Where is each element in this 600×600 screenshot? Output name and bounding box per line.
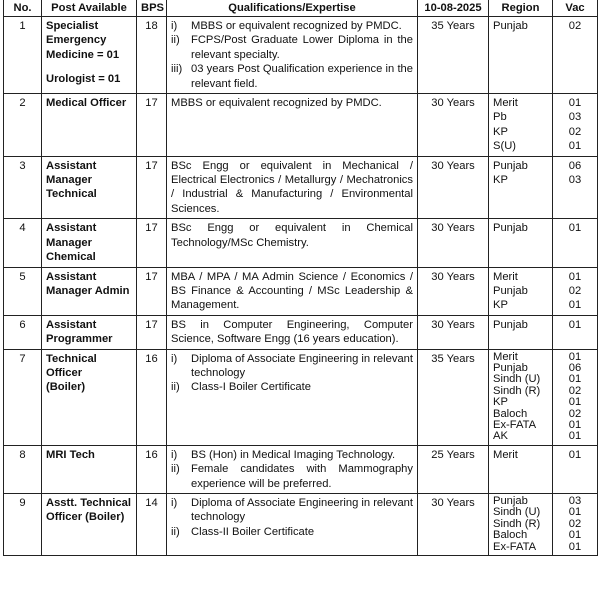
vacancy-list <box>553 315 598 349</box>
age-limit: 30 Years <box>418 494 489 556</box>
qualification-item <box>171 462 413 491</box>
table-row <box>4 349 598 445</box>
province-item: Baloch <box>493 407 528 420</box>
age-limit: 30 Years <box>418 315 489 349</box>
province-item: KP <box>493 125 508 138</box>
post-name-line: Urologist = 01 <box>46 73 121 86</box>
post-name <box>42 494 137 556</box>
vacancy-count: 06 <box>568 159 582 172</box>
post-name <box>42 349 137 445</box>
post-name-line: Medical Officer <box>46 97 127 110</box>
qualification-item <box>171 352 413 381</box>
post-name-line <box>46 62 132 72</box>
table-row <box>4 315 598 349</box>
province-list <box>489 494 553 556</box>
qualification-number: ii) <box>171 381 180 394</box>
vacancy-count: 03 <box>568 111 582 124</box>
table-row <box>4 494 598 556</box>
vacancy-count: 01 <box>568 396 582 409</box>
vacancy-count: 01 <box>568 448 582 461</box>
province-item: Punjab <box>493 222 528 235</box>
vacancy-list <box>553 267 598 315</box>
post-name-line: Manager <box>46 174 93 187</box>
post-name-line: Assistant <box>46 222 97 235</box>
province-item: KP <box>493 174 508 187</box>
vacancy-count: 01 <box>568 97 582 110</box>
qualification-item <box>171 525 413 539</box>
header-province: Region <box>489 0 553 17</box>
vacancy-count: 02 <box>568 20 582 32</box>
post-name <box>42 156 137 219</box>
vacancy-count: 01 <box>568 540 582 553</box>
bps-grade: 17 <box>137 156 167 219</box>
qualification-text: Class-I Boiler Certificate <box>191 381 311 394</box>
vacancy-count: 01 <box>568 373 582 386</box>
qualification-number: ii) <box>171 525 180 538</box>
province-item: AK <box>493 430 508 443</box>
province-list <box>489 219 553 267</box>
table-row <box>4 17 598 94</box>
province-list <box>489 349 553 445</box>
qualifications <box>167 17 418 94</box>
post-name <box>42 267 137 315</box>
age-limit: 35 Years <box>418 349 489 445</box>
qualification-item <box>171 496 413 525</box>
post-name <box>42 445 137 493</box>
header-bps: BPS <box>137 0 167 17</box>
province-item: Sindh (U) <box>493 506 541 519</box>
qualification-text: Female candidates with Mammography experience will be preferred. <box>191 463 413 490</box>
province-item: Punjab <box>493 159 528 172</box>
qualifications <box>167 445 418 493</box>
header-age-limit: 10-08-2025 <box>418 0 489 17</box>
bps-grade: 17 <box>137 267 167 315</box>
qualification-text: MBBS or equivalent recognized by PMDC. <box>191 20 402 32</box>
post-name-line: Emergency <box>46 34 107 47</box>
qualification-number: ii) <box>171 463 180 476</box>
vacancy-count: 03 <box>568 174 582 187</box>
bps-grade: 16 <box>137 445 167 493</box>
table-body <box>4 17 598 556</box>
province-list <box>489 315 553 349</box>
qualifications: MBA / MPA / MA Admin Science / Economics / BS Finance & Accounting / MSc Leadership & Management. <box>167 267 418 315</box>
province-item: KP <box>493 299 508 312</box>
province-item: Merit <box>493 270 518 283</box>
table-row <box>4 156 598 219</box>
province-item: S(U) <box>493 140 516 153</box>
post-name <box>42 17 137 94</box>
sr-number: 8 <box>4 445 42 493</box>
sr-number: 6 <box>4 315 42 349</box>
vacancy-count: 01 <box>568 529 582 542</box>
post-name-line: Medicine = 01 <box>46 48 120 61</box>
province-item: Ex-FATA <box>493 418 537 431</box>
province-item: Punjab <box>493 495 528 507</box>
qualifications: BSc Engg or equivalent in Mechanical / Electrical Electronics / Metallurgy / Mechatronics / Industrial & Manufacturing / Environmental Sciences. <box>167 156 418 219</box>
vacancy-count: 01 <box>568 140 582 153</box>
table-header-row <box>4 0 598 17</box>
age-limit: 30 Years <box>418 219 489 267</box>
vacancy-count: 01 <box>568 318 582 331</box>
post-name-line: Asstt. Technical <box>46 497 131 509</box>
vacancy-count: 01 <box>568 418 582 431</box>
post-name-line: MRI Tech <box>46 448 95 461</box>
vacancy-list <box>553 94 598 157</box>
qualification-number: iii) <box>171 63 183 76</box>
sr-number: 5 <box>4 267 42 315</box>
qualification-item <box>171 33 413 62</box>
header-sr-no: No. <box>4 0 42 17</box>
post-name-line: Specialist <box>46 20 99 32</box>
bps-grade: 17 <box>137 219 167 267</box>
province-item: Merit <box>493 350 518 363</box>
vacancy-table <box>3 0 598 556</box>
province-item: Sindh (R) <box>493 517 541 530</box>
header-post: Post Available <box>42 0 137 17</box>
post-name-line: Technical <box>46 188 97 201</box>
post-name-line: Officer (Boiler) <box>46 511 125 524</box>
qualification-item <box>171 62 413 91</box>
province-item: Punjab <box>493 284 528 297</box>
qualifications: MBBS or equivalent recognized by PMDC. <box>167 94 418 157</box>
qualification-list <box>171 352 413 395</box>
qualification-text: FCPS/Post Graduate Lower Diploma in the relevant specialty. <box>191 34 413 61</box>
province-item: Punjab <box>493 361 528 374</box>
qualification-list <box>171 448 413 491</box>
bps-grade: 18 <box>137 17 167 94</box>
qualifications <box>167 494 418 556</box>
qualifications: BSc Engg or equivalent in Chemical Technology/MSc Chemistry. <box>167 219 418 267</box>
province-item: KP <box>493 396 508 409</box>
qualification-text: Class-II Boiler Certificate <box>191 525 315 538</box>
province-list <box>489 156 553 219</box>
table-row <box>4 94 598 157</box>
vacancy-list <box>553 17 598 94</box>
vacancy-count: 02 <box>568 384 582 397</box>
qualification-item <box>171 19 413 33</box>
vacancy-count: 02 <box>568 517 582 530</box>
qualification-list <box>171 496 413 539</box>
vacancy-list <box>553 156 598 219</box>
province-item: Pb <box>493 111 507 124</box>
bps-grade: 16 <box>137 349 167 445</box>
header-vacancies: Vac <box>553 0 598 17</box>
province-item: Punjab <box>493 318 528 331</box>
vacancy-count: 01 <box>568 270 582 283</box>
qualification-item <box>171 380 413 394</box>
post-name-line: Assistant <box>46 159 97 172</box>
vacancy-count: 02 <box>568 284 582 297</box>
vacancy-list <box>553 219 598 267</box>
post-name-line: Chemical <box>46 251 96 264</box>
post-name-line: Assistant <box>46 318 97 331</box>
vacancy-count: 01 <box>568 350 582 363</box>
province-list <box>489 267 553 315</box>
post-name <box>42 219 137 267</box>
province-list <box>489 94 553 157</box>
post-name-line: Manager <box>46 236 93 249</box>
qualification-number: ii) <box>171 34 180 47</box>
qualification-text: 03 years Post Qualification experience in the relevant field. <box>191 63 413 90</box>
vacancy-count: 01 <box>568 506 582 519</box>
qualification-item <box>171 448 413 462</box>
vacancy-count: 01 <box>568 299 582 312</box>
qualifications: BS in Computer Engineering, Computer Science, Software Engg (16 years education). <box>167 315 418 349</box>
table-row <box>4 267 598 315</box>
qualification-number: i) <box>171 20 178 32</box>
qualification-text: BS (Hon) in Medical Imaging Technology. <box>191 448 396 461</box>
bps-grade: 17 <box>137 94 167 157</box>
age-limit: 30 Years <box>418 267 489 315</box>
vacancy-count: 02 <box>568 407 582 420</box>
province-item: Merit <box>493 448 518 461</box>
province-list <box>489 17 553 94</box>
post-name <box>42 94 137 157</box>
vacancy-count: 06 <box>568 361 582 374</box>
province-item: Sindh (R) <box>493 384 541 397</box>
province-item: Merit <box>493 97 518 110</box>
qualification-text: Diploma of Associate Engineering in relevant technology <box>191 497 414 524</box>
table-row <box>4 445 598 493</box>
vacancy-list <box>553 494 598 556</box>
post-name <box>42 315 137 349</box>
qualification-text: Diploma of Associate Engineering in relevant technology <box>191 352 414 379</box>
age-limit: 30 Years <box>418 156 489 219</box>
post-name-line: Assistant <box>46 270 97 283</box>
age-limit: 30 Years <box>418 94 489 157</box>
header-qualifications: Qualifications/Expertise <box>167 0 418 17</box>
sr-number: 7 <box>4 349 42 445</box>
sr-number: 4 <box>4 219 42 267</box>
sr-number: 1 <box>4 17 42 94</box>
qualification-number: i) <box>171 497 178 509</box>
table-row <box>4 219 598 267</box>
post-name-line: Technical Officer <box>46 352 97 379</box>
vacancy-list <box>553 445 598 493</box>
qualifications <box>167 349 418 445</box>
vacancy-list <box>553 349 598 445</box>
province-item: Ex-FATA <box>493 540 537 553</box>
vacancy-count: 01 <box>568 222 582 235</box>
age-limit: 35 Years <box>418 17 489 94</box>
qualification-number: i) <box>171 448 178 461</box>
vacancy-count: 03 <box>568 495 582 507</box>
vacancy-count: 01 <box>568 430 582 443</box>
post-name-line: Manager Admin <box>46 284 130 297</box>
province-item: Sindh (U) <box>493 373 541 386</box>
sr-number: 2 <box>4 94 42 157</box>
qualification-number: i) <box>171 352 178 365</box>
province-list <box>489 445 553 493</box>
sr-number: 3 <box>4 156 42 219</box>
post-name-line: Programmer <box>46 333 113 346</box>
province-item: Baloch <box>493 529 528 542</box>
province-item: Punjab <box>493 20 528 32</box>
post-name-line: (Boiler) <box>46 381 86 394</box>
sr-number: 9 <box>4 494 42 556</box>
qualification-list <box>171 19 413 91</box>
age-limit: 25 Years <box>418 445 489 493</box>
bps-grade: 14 <box>137 494 167 556</box>
bps-grade: 17 <box>137 315 167 349</box>
vacancy-count: 02 <box>568 125 582 138</box>
